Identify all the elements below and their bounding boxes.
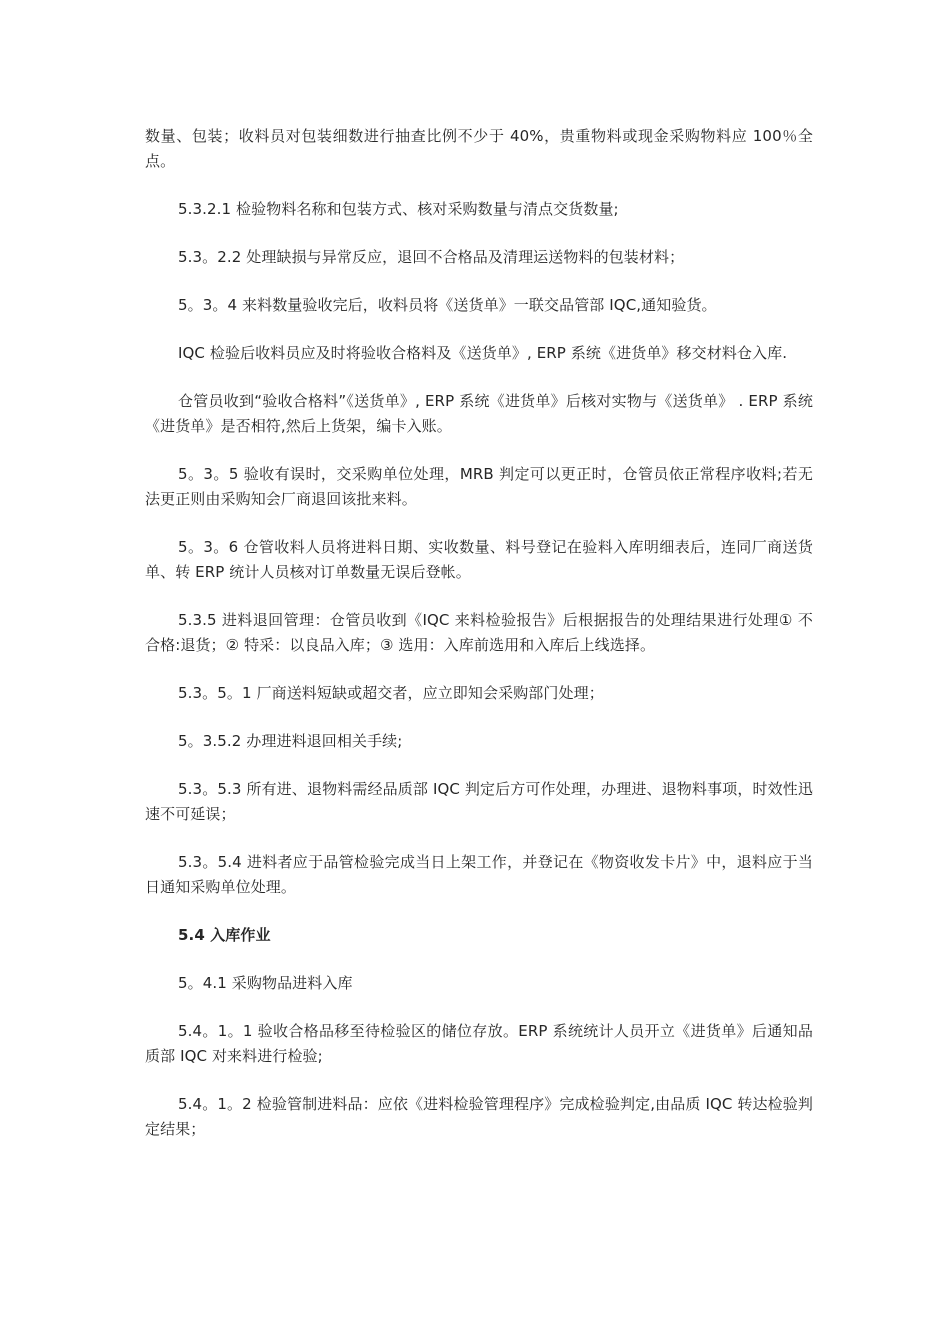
paragraph: 5.3。5。1 厂商送料短缺或超交者，应立即知会采购部门处理； bbox=[178, 684, 604, 702]
paragraph: 5.3.5 进料退回管理：仓管员收到《IQC 来料检验报告》后根据报告的处理结果进行处理① 不合格:退货；② 特采：以良品入库；③ 选用：入库前选用和入库后上线选择。 bbox=[145, 611, 813, 654]
paragraph: 5.3。5.3 所有进、退物料需经品质部 IQC 判定后方可作处理，办理进、退物料事项，时效性迅速不可延误； bbox=[145, 780, 813, 823]
paragraph: 5.3.2.1 检验物料名称和包装方式、核对采购数量与清点交货数量; bbox=[178, 200, 619, 218]
paragraph: 5。3。6 仓管收料人员将进料日期、实收数量、料号登记在验料入库明细表后，连同厂商送货单、转 ERP 统计人员核对订单数量无误后登帐。 bbox=[145, 538, 813, 581]
paragraph: IQC 检验后收料员应及时将验收合格料及《送货单》, ERP 系统《进货单》移交材料仓入库. bbox=[178, 344, 788, 362]
paragraph: 5。3。4 来料数量验收完后，收料员将《送货单》一联交品管部 IQC,通知验货。 bbox=[178, 296, 717, 314]
paragraph: 仓管员收到“验收合格料”《送货单》, ERP 系统《进货单》后核对实物与《送货单》 . ERP 系统《进货单》是否相符,然后上货架，编卡入账。 bbox=[145, 392, 813, 435]
paragraph: 5.3。2.2 处理缺损与异常反应，退回不合格品及清理运送物料的包装材料； bbox=[178, 248, 685, 266]
paragraph: 数量、包装；收料员对包装细数进行抽查比例不少于 40%，贵重物料或现金采购物料应 100％全点。 bbox=[145, 127, 813, 170]
paragraph: 5。4.1 采购物品进料入库 bbox=[178, 974, 353, 992]
paragraph: 5.4。1。1 验收合格品移至待检验区的储位存放。ERP 系统统计人员开立《进货单》后通知品质部 IQC 对来料进行检验; bbox=[145, 1022, 813, 1065]
section-heading: 5.4 入库作业 bbox=[178, 926, 271, 944]
paragraph: 5。3.5.2 办理进料退回相关手续; bbox=[178, 732, 403, 750]
paragraph: 5。3。5 验收有误时，交采购单位处理，MRB 判定可以更正时，仓管员依正常程序收料;若无法更正则由采购知会厂商退回该批来料。 bbox=[145, 465, 813, 508]
paragraph: 5.3。5.4 进料者应于品管检验完成当日上架工作，并登记在《物资收发卡片》中，退料应于当日通知采购单位处理。 bbox=[145, 853, 813, 896]
paragraph: 5.4。1。2 检验管制进料品：应依《进料检验管理程序》完成检验判定,由品质 IQC 转达检验判定结果； bbox=[145, 1095, 813, 1138]
document-page bbox=[145, 124, 813, 1165]
